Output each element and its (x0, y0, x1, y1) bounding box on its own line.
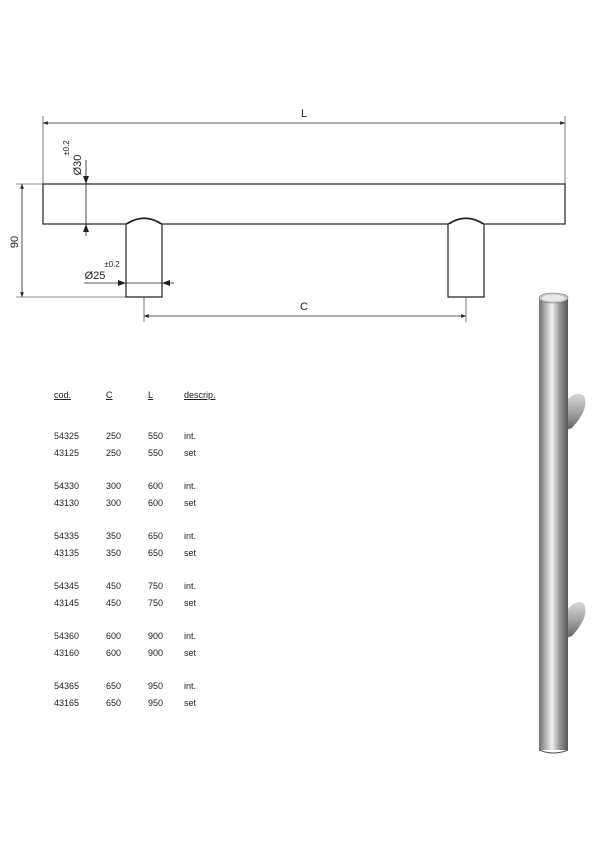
cell-descrip: int. (184, 530, 197, 541)
table-row (54, 494, 224, 511)
table-row (54, 577, 224, 594)
cell-c: 600 (106, 630, 122, 641)
table-row (54, 527, 224, 544)
cell-cod: 43130 (54, 497, 80, 508)
label-L: L (300, 108, 308, 120)
cell-c: 450 (106, 580, 122, 591)
cell-c: 250 (106, 430, 122, 441)
cell-l: 550 (148, 447, 164, 458)
cell-cod: 43165 (54, 697, 80, 708)
cell-cod: 43125 (54, 447, 80, 458)
label-height: 90 (9, 235, 21, 249)
label-leg-tolerance: ±0.2 (104, 260, 120, 269)
cell-l: 950 (148, 680, 164, 691)
table-row (54, 427, 224, 444)
label-leg-diameter: Ø25 (84, 270, 106, 282)
cell-l: 600 (148, 497, 164, 508)
cell-cod: 54345 (54, 580, 80, 591)
cell-l: 650 (148, 547, 164, 558)
cell-c: 300 (106, 497, 122, 508)
header-l: L (148, 390, 154, 400)
table-row (54, 544, 224, 561)
cell-descrip: set (184, 597, 197, 608)
cell-cod: 54330 (54, 480, 80, 491)
cell-descrip: int. (184, 430, 197, 441)
cell-l: 900 (148, 630, 164, 641)
left-leg-outline (126, 218, 162, 297)
cell-l: 750 (148, 597, 164, 608)
cell-descrip: set (184, 697, 197, 708)
cell-descrip: int. (184, 630, 197, 641)
table-row (54, 444, 224, 461)
right-leg-outline (448, 218, 484, 297)
cell-l: 750 (148, 580, 164, 591)
cell-cod: 54335 (54, 530, 80, 541)
header-cod: cod. (54, 390, 72, 400)
cell-l: 550 (148, 430, 164, 441)
table-row (54, 677, 224, 694)
label-bar-diameter: Ø30 (72, 154, 84, 176)
header-descrip: descrip. (184, 390, 216, 400)
label-bar-tolerance: ±0.2 (62, 140, 71, 156)
cell-descrip: set (184, 547, 197, 558)
cell-l: 950 (148, 697, 164, 708)
table-row (54, 644, 224, 661)
table-row (54, 477, 224, 494)
cell-c: 650 (106, 680, 122, 691)
cell-c: 450 (106, 597, 122, 608)
cell-c: 300 (106, 480, 122, 491)
cell-c: 350 (106, 547, 122, 558)
handle-bar-outline (43, 184, 565, 224)
label-C: C (300, 301, 308, 313)
cell-cod: 43145 (54, 597, 80, 608)
cell-c: 350 (106, 530, 122, 541)
cell-cod: 43135 (54, 547, 80, 558)
table-row (54, 594, 224, 611)
technical-drawing (0, 0, 600, 340)
cell-descrip: int. (184, 680, 197, 691)
cell-l: 600 (148, 480, 164, 491)
cell-cod: 43160 (54, 647, 80, 658)
cell-descrip: int. (184, 580, 197, 591)
cell-c: 650 (106, 697, 122, 708)
spec-table (54, 390, 224, 711)
cell-l: 650 (148, 530, 164, 541)
cell-descrip: set (184, 447, 197, 458)
cell-descrip: int. (184, 480, 197, 491)
cell-descrip: set (184, 647, 197, 658)
table-header-row (54, 390, 224, 427)
cell-cod: 54325 (54, 430, 80, 441)
cell-c: 250 (106, 447, 122, 458)
cell-descrip: set (184, 497, 197, 508)
cell-cod: 54365 (54, 680, 80, 691)
table-row (54, 627, 224, 644)
cell-cod: 54360 (54, 630, 80, 641)
header-c: C (106, 390, 113, 400)
cell-l: 900 (148, 647, 164, 658)
table-row (54, 694, 224, 711)
cell-c: 600 (106, 647, 122, 658)
